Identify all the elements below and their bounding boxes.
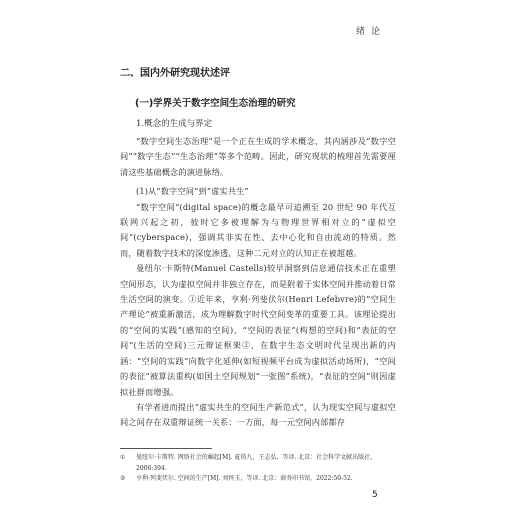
body-paragraph: 有学者进而提出“虚实共生的空间生产新范式”，认为现实空间与虚拟空间之间存在双重辩证统一关系：一方面，每一元空间内部都存 [120, 401, 396, 428]
footnote-divider [120, 448, 212, 449]
body-paragraph: “数字空间生态治理”是一个正在生成的学术概念，其内涵涉及“数字空间”“数字生态”“生态治理”等多个范畴。因此，研究现状的梳理首先需要厘清这些基础概念的演进脉络。 [120, 136, 396, 177]
main-text-block [120, 64, 396, 431]
footnote-text: 曼纽尔·卡斯特. 网络社会的崛起[M]. 夏铸九，王志弘，等译. 北京：社会科学文献出版社，2006:394. [136, 454, 377, 472]
inline-subheading: (1)从“数字空间”到“虚实共生” [136, 186, 249, 197]
subsection-heading: (一)学界关于数字空间生态治理的研究 [135, 98, 296, 109]
footnote [120, 453, 396, 474]
running-head: 绪论 [356, 27, 387, 37]
subsubsection-heading: 1.概念的生成与界定 [136, 119, 213, 129]
section-heading: 二、国内外研究现状述评 [120, 68, 230, 79]
footnote-mark: ② [120, 475, 126, 482]
page-number: 5 [372, 490, 378, 500]
footnote-mark: ① [120, 454, 126, 461]
footnotes [120, 448, 396, 485]
footnote [120, 474, 396, 485]
body-paragraph: “数字空间”(digital space)的概念最早可追溯至 20 世纪 90 年代互联网兴起之初，彼时它多被理解为与物理世界相对立的“虚拟空间”(cyberspace)，强调其非实在性、去中心化和自由流动的特质。然而，随着数字技术的深度渗透，这种二元对立的认知正在被超越。 [120, 201, 396, 258]
body-paragraph: 曼纽尔·卡斯特(Manuel Castells)较早洞察到信息通信技术正在重塑空间形态，认为虚拟空间并非独立存在，而是附着于实体空间并推动着日常生活空间的演变。①近年来，亨利·列斐伏尔(Henri Lefebvre)的“空间生产理论”被重新激活，成为理解数字时代空间变革的重要工具。该理论提出的“空间的实践”(感知的空间)、“空间的表征”(构想的空间)和“表征的空间”(生活的空间)三元辩证框架②，在数字生态文明时代呈现出新的内涵：“空间的实践”向数字化延伸(如短视频平台成为虚拟活动场所)，“空间的表征”被算法重构(如国土空间规划“一张图”系统)，“表征的空间”则因虚拟社群而增强。 [120, 263, 396, 397]
footnote-text: 亨利·列斐伏尔. 空间的生产[M]. 刘怀玉，等译. 北京：商务印书馆，2022:50-52. [136, 475, 353, 482]
